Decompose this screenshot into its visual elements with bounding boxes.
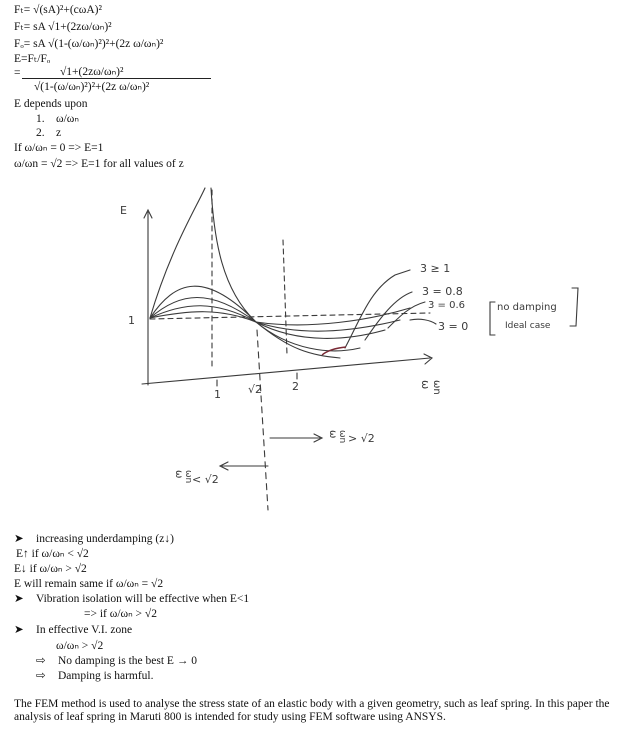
- note-damping-harmful-text: Damping is harmful.: [58, 670, 154, 682]
- curve-label-2: 3 = 0.8: [422, 285, 463, 298]
- fem-paragraph: The FEM method is used to analyse the stress state of an elastic body with a given geometry, such as leaf spring. In this paper the analysis of leaf spring in Maruti 800 is intended for study using FEM software using ANSYS.: [14, 698, 610, 723]
- x-axis-arrow-icon: [424, 354, 432, 364]
- note-no-damping-best: [36, 655, 197, 668]
- note-no-damping-best-text: No damping is the best E → 0: [58, 655, 197, 667]
- right-region-label: > √2: [348, 432, 375, 445]
- note-underdamping-text: increasing underdamping (z↓): [36, 533, 174, 545]
- left-region-label: < √2: [192, 473, 219, 486]
- note-vi-zone: [14, 624, 132, 637]
- note-e-decreases: E↓ if ω/ωₙ > √2: [14, 563, 87, 575]
- curve-mid-damping: [150, 298, 385, 339]
- note-vi-zone-condition: ω/ωₙ > √2: [56, 640, 104, 652]
- arrowhead-bullet-icon: ➤: [14, 624, 24, 636]
- y-tick-label-1: 1: [128, 314, 135, 327]
- note-e-increases: E↑ if ω/ωₙ < √2: [16, 548, 89, 560]
- note-isolation-effective: [14, 593, 249, 606]
- hollow-arrow-bullet-icon: ⇨: [36, 670, 46, 682]
- condition-zero-frequency: If ω/ωₙ = 0 => E=1: [14, 142, 104, 154]
- fraction-equals: =: [14, 67, 21, 79]
- x-tick-label-2: 2: [292, 380, 299, 393]
- note-no-damping: no damping: [497, 302, 557, 313]
- note-isolation-effective-text: Vibration isolation will be effective when E<1: [36, 593, 250, 605]
- note-isolation-condition: => if ω/ωₙ > √2: [84, 608, 157, 620]
- condition-root-two: ω/ωn = √2 => E=1 for all values of z: [14, 158, 184, 170]
- fraction-bar: [22, 78, 211, 79]
- curve-label-3: 3 = 0.6: [428, 300, 466, 311]
- arrowhead-bullet-icon: ➤: [14, 533, 24, 545]
- y-axis-label: E: [120, 204, 127, 217]
- note-bracket-left: [490, 302, 495, 335]
- right-region-denominator: ωn: [337, 430, 347, 444]
- arrowhead-bullet-icon: ➤: [14, 593, 24, 605]
- formula-applied-force: Fₒ= sA √(1-(ω/ωₙ)²)²+(2z ω/ωₙ)²: [14, 38, 164, 50]
- formula-transmissibility-definition: E=Fₜ/Fₒ: [14, 53, 51, 65]
- depends-item-damping-ratio: z: [56, 127, 62, 139]
- note-vi-zone-text: In effective V.I. zone: [36, 624, 133, 636]
- x-axis-label-denominator: ωn: [431, 380, 442, 395]
- guide-line-two: [283, 240, 287, 355]
- guide-line-root-two: [257, 330, 268, 510]
- hollow-arrow-bullet-icon: ⇨: [36, 655, 46, 667]
- depends-item-number-1: 1.: [36, 113, 45, 125]
- depends-item-frequency-ratio: ω/ωₙ: [56, 113, 79, 125]
- transmissibility-sketch: [0, 180, 622, 520]
- note-e-same: E will remain same if ω/ωₙ = √2: [14, 578, 164, 590]
- note-ideal-case: Ideal case: [505, 321, 551, 331]
- fraction-denominator: √(1-(ω/ωₙ)²)²+(2z ω/ωₙ)²: [34, 81, 150, 93]
- pointer-to-label-3: [388, 302, 425, 328]
- curve-label-1: 3 ≥ 1: [420, 262, 451, 275]
- depends-item-number-2: 2.: [36, 127, 45, 139]
- note-damping-harmful: [36, 670, 154, 683]
- depends-heading: E depends upon: [14, 98, 88, 110]
- note-underdamping: [14, 533, 174, 546]
- formula-transmitted-force: Fₜ= √(sA)²+(cωA)²: [14, 4, 102, 16]
- left-region-numerator: ω: [173, 470, 184, 479]
- x-axis-label-numerator: ω: [419, 380, 432, 390]
- x-tick-label-root-two: √2: [248, 383, 263, 396]
- formula-transmitted-force-factored: Fₜ= sA √1+(2zω/ωₙ)²: [14, 21, 112, 33]
- right-region-numerator: ω: [327, 430, 338, 439]
- curve-no-damping-left: [150, 188, 205, 318]
- x-tick-label-1: 1: [214, 388, 221, 401]
- pointer-to-label-4: [410, 319, 436, 324]
- curve-label-4: 3 = 0: [438, 320, 469, 333]
- x-axis: [142, 358, 430, 384]
- note-bracket-right: [570, 288, 578, 326]
- curve-no-damping-right: [211, 188, 340, 358]
- left-region-denominator: ωn: [183, 470, 193, 484]
- fraction-numerator: √1+(2zω/ωₙ)²: [60, 66, 124, 78]
